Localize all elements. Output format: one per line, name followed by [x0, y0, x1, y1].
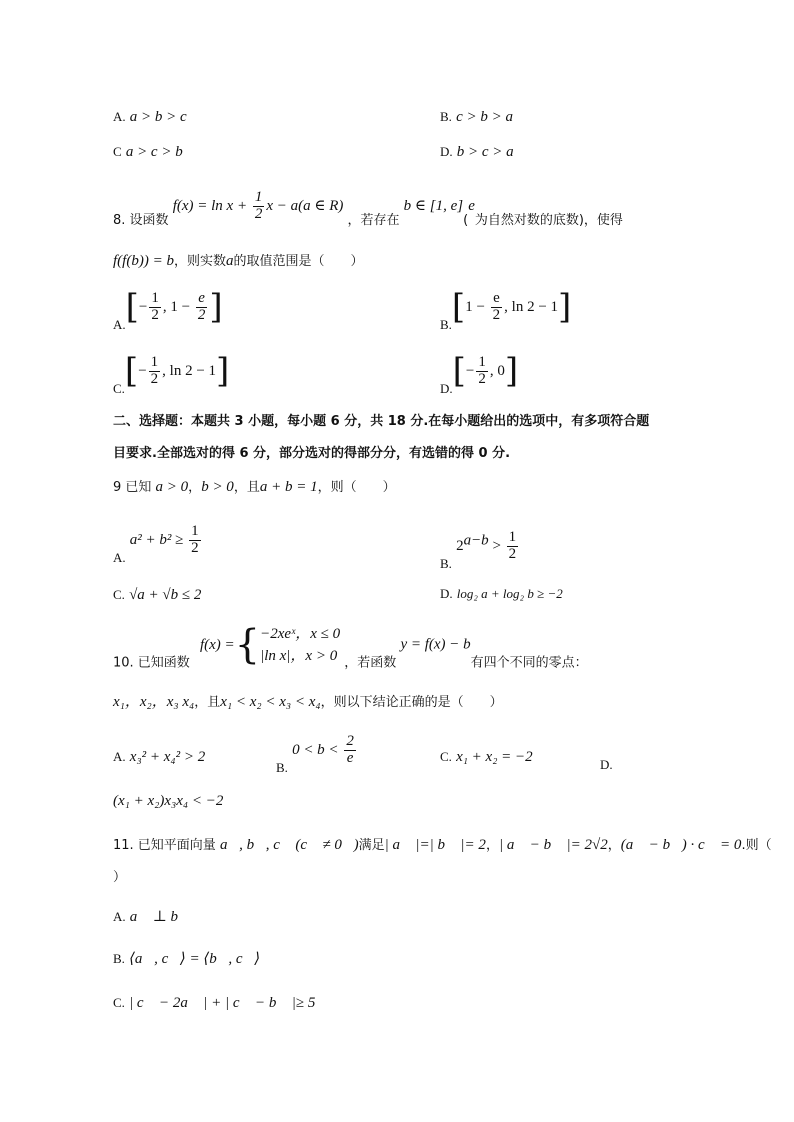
q9-option-b [440, 530, 520, 572]
q11-cond1: | a⃗ |=| b⃗ |= 2 [384, 837, 486, 853]
frac-den: 2 [191, 539, 199, 556]
q8-note: 为自然对数的底数)，使得 [474, 212, 623, 228]
q10-case2: |ln x|，x > 0 [260, 648, 338, 664]
option-expr: , 1 − [162, 298, 194, 315]
q8-stem [113, 190, 623, 229]
option-expr: c > b > a [456, 109, 513, 125]
q11-option-a [113, 908, 190, 927]
q11-stem [113, 836, 772, 855]
option-expr: 1 − [465, 298, 489, 315]
option-label: A. [113, 549, 126, 565]
q9-cond3: a + b = 1 [259, 479, 318, 495]
q8-cond-pre: ，若存在 [347, 212, 400, 228]
separator: ， [188, 480, 202, 495]
separator: ， [607, 838, 621, 853]
frac-num: 1 [151, 290, 159, 306]
option-label: C. [113, 380, 125, 396]
q10-mid: ，若函数 [344, 655, 397, 671]
q11-cond-pre: 满足 [358, 838, 385, 853]
q8-ask-a: a [225, 253, 234, 269]
frac-num: 1 [478, 354, 486, 370]
frac-den: 2 [478, 370, 486, 387]
option-label: B. [276, 759, 288, 775]
q11-ask: .则（ [741, 838, 772, 853]
fraction [189, 524, 201, 557]
q9-option-d [440, 586, 563, 603]
fraction [507, 530, 519, 563]
q10-option-b [276, 734, 358, 776]
q7-option-d [440, 143, 514, 162]
frac-den: 2 [150, 370, 159, 387]
q8-ask-pre: ，则实数 [173, 254, 226, 269]
option-label: A. [113, 316, 126, 332]
option-expr: , ln 2 − 1 [504, 298, 559, 315]
q10-option-d [113, 792, 223, 811]
option-label: C. [113, 995, 125, 1010]
q10-stem-line2 [113, 693, 503, 712]
q8-note-open: ( [463, 212, 469, 228]
option-label: A. [113, 909, 126, 924]
q9-option-c [113, 586, 201, 605]
option-label: C [113, 144, 122, 159]
option-label: B. [440, 109, 452, 124]
q9-cond2: b > 0 [201, 479, 234, 495]
option-expr: x₁ + x₂ = −2 [456, 749, 533, 765]
frac-den: 2 [254, 205, 263, 222]
section-heading-line1: 二、选择题：本题共 3 小题，每小题 6 分，共 18 分.在每小题给出的选项中，有多项符合题 [113, 414, 650, 429]
fraction [344, 734, 356, 767]
option-label: D. [440, 380, 453, 396]
q10-g: y = f(x) − b [400, 636, 471, 653]
option-expr: x₃² + x₄² > 2 [129, 749, 206, 765]
q8-option-b: B.[1 − $\frac{e}{2}$ , ln 2 − 1] [440, 287, 572, 332]
q7-option-a [113, 108, 187, 127]
option-expr: 0 < b < [292, 741, 343, 758]
q10-option-d-label [600, 757, 613, 774]
option-label: B. [113, 951, 125, 966]
frac-num: e [196, 291, 208, 308]
option-expr: √a + √b ≤ 2 [129, 587, 202, 603]
option-expr: ⟨a⃗, c⃗⟩ = ⟨b⃗, c⃗⟩ [129, 951, 261, 967]
frac-den: 2 [492, 306, 501, 323]
option-label: B. [440, 316, 452, 332]
option-expr: a⃗ ⊥ b⃗ [129, 909, 190, 925]
frac-den: e [346, 749, 354, 766]
question-number: 10. 已知函数 [113, 655, 190, 671]
separator: ， [485, 838, 499, 853]
q10-ineq: x₁ < x₂ < x₃ < x₄ [220, 694, 321, 710]
option-expr: b > c > a [456, 144, 514, 160]
frac-num: 2 [346, 733, 354, 749]
option-expr: , 0 [489, 362, 505, 379]
option-expr: | c⃗ − 2a⃗ | + | c⃗ − b⃗ |≥ 5 [129, 995, 316, 1011]
frac-den: 2 [151, 306, 159, 323]
q11-ask-close: ） [113, 870, 127, 885]
option-label: B. [440, 555, 452, 571]
option-expr: log₂ a + log₂ b ≥ −2 [456, 586, 563, 601]
fraction [476, 355, 488, 388]
option-label: C. [440, 749, 452, 764]
q10-function: f(x) = [199, 636, 235, 653]
q10-roots: x₁，x₂，x₃ x₄ [113, 694, 195, 710]
fraction [149, 355, 161, 388]
q8-ask: 的取值范围是（ ） [233, 254, 364, 269]
option-label: C. [113, 587, 125, 602]
q10-ask: ，则以下结论正确的是（ ） [320, 695, 503, 710]
q9-ask: ，则（ ） [317, 480, 396, 495]
q10-cases [260, 623, 340, 668]
option-label: D. [600, 757, 613, 772]
q8-option-a: A.[− $\frac{1}{2}$ , 1 − $\frac{e}{2}$ ] [113, 287, 223, 332]
frac-den: 2 [197, 306, 206, 323]
option-base: 2 [456, 537, 464, 554]
option-expr: > [488, 537, 505, 554]
q10-tail: 有四个不同的零点： [470, 655, 588, 671]
separator: ，且 [233, 480, 260, 495]
option-expr: a² + b² ≥ [129, 531, 188, 548]
q11-cond2: | a⃗ − b⃗ |= 2√2 [498, 837, 608, 853]
q8-function: f(x) = ln x + [172, 197, 251, 214]
q10-case1: −2xeˣ，x ≤ 0 [260, 625, 341, 642]
q8-e: e [468, 197, 475, 214]
q7-option-c [113, 143, 183, 162]
frac-den: 2 [508, 545, 517, 562]
q10-stem: 10. 已知函数 f(x) ={ −2xeˣ，x ≤ 0 |ln x|，x > 0 ，若函数 y = f(x) − b有四个不同的零点： [113, 622, 588, 671]
question-number: 9 已知 [113, 480, 152, 495]
fraction [491, 291, 503, 324]
q11-cond3: (a⃗ − b⃗) · c⃗ = 0 [620, 837, 742, 853]
q9-option-a [113, 524, 203, 566]
question-number: 11. 已知平面向量 [113, 838, 216, 853]
fraction [196, 291, 208, 324]
option-label: A. [113, 109, 126, 124]
fraction [149, 291, 161, 324]
frac-num: 1 [254, 189, 263, 205]
option-expr: a > b > c [129, 109, 187, 125]
q10-option-a [113, 748, 205, 767]
option-expr: a > c > b [125, 144, 183, 160]
q9-cond1: a > 0 [155, 479, 189, 495]
frac-num: 1 [150, 354, 159, 370]
q10-option-c [440, 748, 533, 767]
frac-num: 1 [508, 529, 517, 545]
separator: ，且 [194, 695, 221, 710]
option-label: D. [440, 586, 453, 601]
q7-option-b [440, 108, 513, 127]
q8-cond-set: b ∈ [1, e] [403, 197, 464, 214]
q8-equation: f(f(b)) = b [113, 253, 174, 269]
option-expr: , ln 2 − 1 [162, 362, 217, 379]
frac-num: e [491, 291, 503, 308]
option-label: A. [113, 749, 126, 764]
q8-option-d: D.[− $\frac{1}{2}$ , 0] [440, 351, 519, 396]
frac-num: 1 [191, 523, 199, 539]
q8-option-c: C.[− $\frac{1}{2}$ , ln 2 − 1] [113, 351, 230, 396]
option-expr: (x₁ + x₂)x₃x₄ < −2 [113, 793, 224, 809]
q8-stem-line2 [113, 252, 363, 271]
q11-vectors: a⃗, b⃗, c⃗ (c⃗ ≠ 0⃗) [219, 837, 359, 853]
q11-option-b [113, 950, 260, 969]
q11-option-c [113, 994, 315, 1013]
section-heading-line2: 目要求.全部选对的得 6 分，部分选对的得部分分，有选错的得 0 分. [113, 446, 511, 461]
q8-function-tail: x − a(a ∈ R) [266, 197, 344, 214]
option-exponent: a−b [463, 532, 489, 549]
option-label: D. [440, 144, 453, 159]
question-number: 8. 设函数 [113, 212, 169, 228]
q9-stem [113, 478, 396, 497]
fraction [253, 190, 265, 223]
